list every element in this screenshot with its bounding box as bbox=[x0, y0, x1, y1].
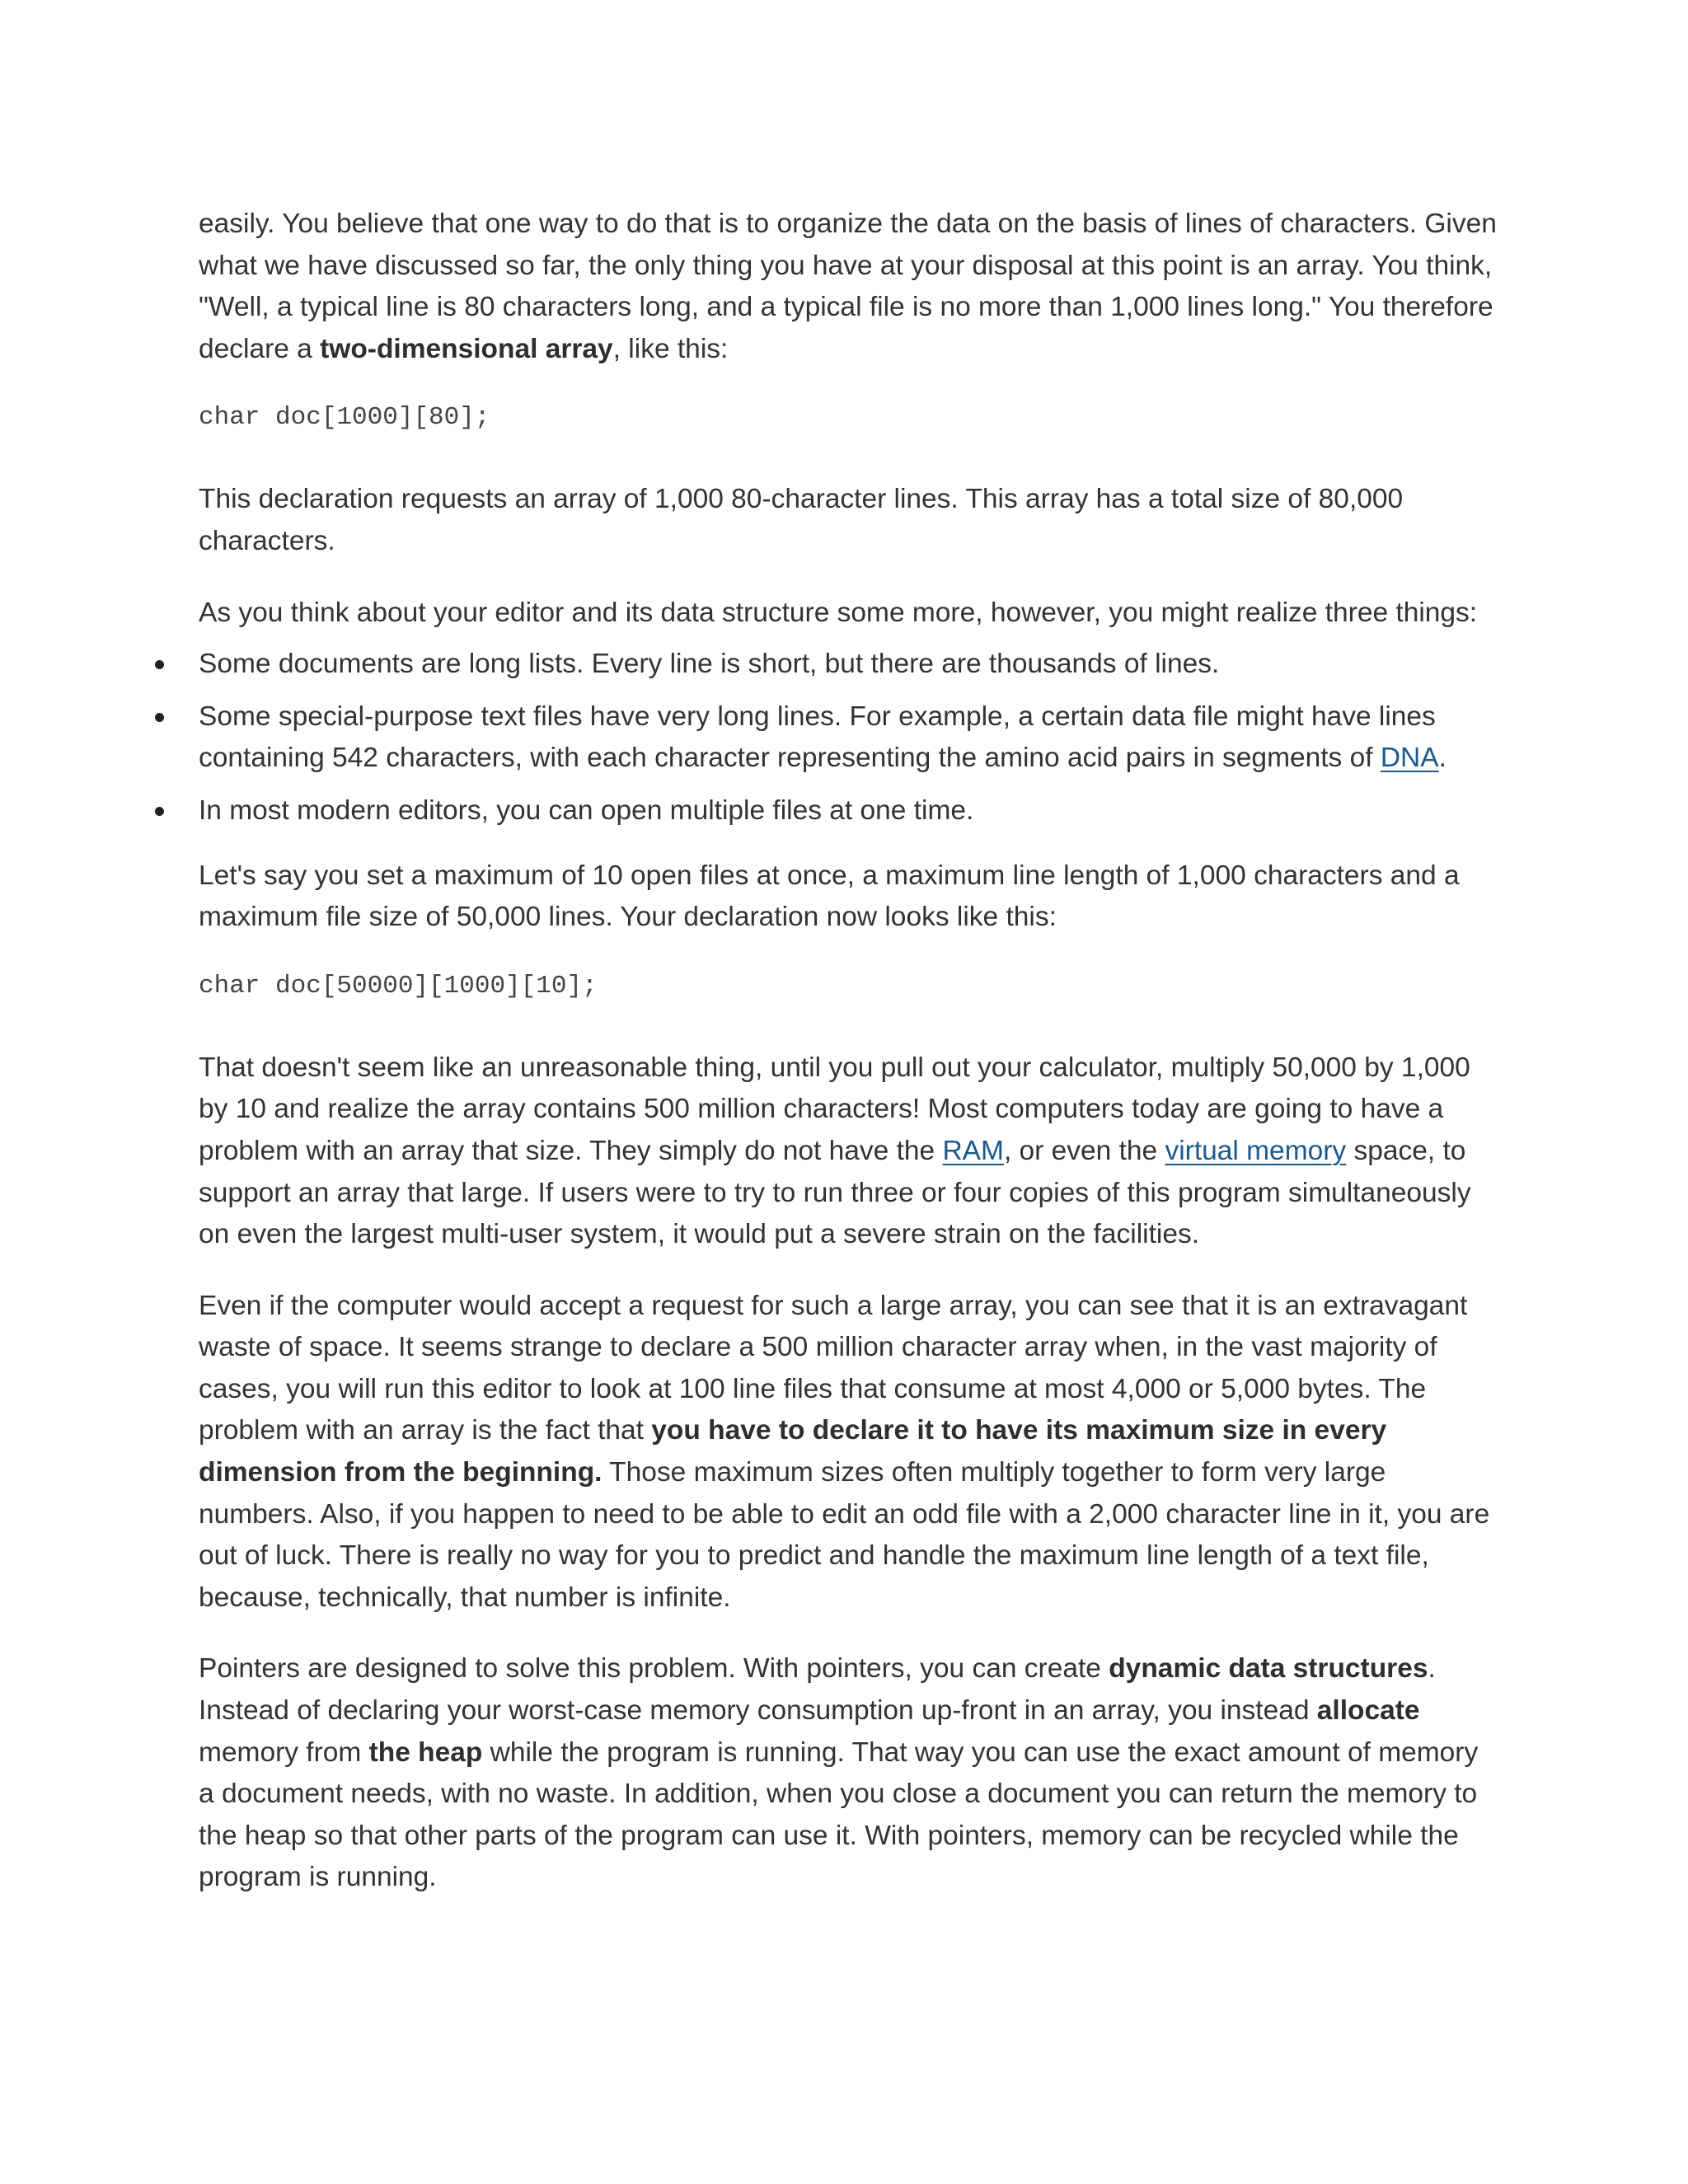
code-declaration-2d: char doc[1000][80]; bbox=[199, 403, 490, 433]
document-page bbox=[199, 204, 1501, 1929]
bullet-icon bbox=[155, 660, 164, 669]
term-the-heap: the heap bbox=[368, 1736, 483, 1768]
emphasis-maximum-size: you have to declare it to have its maximum size in every dimension from the beginning. bbox=[199, 1415, 1387, 1488]
paragraph-intro: easily. You believe that one way to do that is to organize the data on the basis of lines of characters. Given what we have discussed so far, the only thing you have at your disposal at this point is an array. You think, "Well, a typical line is 80 characters long, and a typical file is no more than 1,000 lines long." You therefore declare a two-dimensional array, like this: bbox=[199, 209, 1497, 364]
bullet-icon bbox=[155, 807, 164, 816]
paragraph-calculator: That doesn't seem like an unreasonable thing, until you pull out your calculator, multiply 50,000 by 1,000 by 10 and realize the array contains 500 million characters! Most computers today are going to have a problem with an array that size. They simply do not have the RAM, or even the virtual memory space, to support an array that large. If users were to try to run three or four copies of this program simultaneously on even the largest multi-user system, it would put a severe strain on the facilities. bbox=[199, 1052, 1471, 1250]
list-item: Some documents are long lists. Every line is short, but there are thousands of lines. bbox=[199, 644, 1501, 686]
dna-link[interactable]: DNA bbox=[1380, 743, 1439, 774]
term-two-dimensional-array: two-dimensional array bbox=[320, 333, 613, 364]
paragraph-declaration-size: This declaration requests an array of 1,000 80-character lines. This array has a total size of 80,000 characters. bbox=[199, 484, 1404, 556]
paragraph-pointers: Pointers are designed to solve this problem. With pointers, you can create dynamic data structures. Instead of declaring your worst-case memory consumption up-front in an array, you instead allocate memory from the heap while the program is running. That way you can use the exact amount of memory a document needs, with no waste. In addition, when you close a document you can return the memory to the heap so that other parts of the program can use it. With pointers, memory can be recycled while the program is running. bbox=[199, 1653, 1479, 1893]
list-item: Some special-purpose text files have very long lines. For example, a certain data file might have lines containing 542 characters, with each character representing the amino acid pairs in segments of DNA. bbox=[199, 696, 1501, 780]
virtual-memory-link[interactable]: virtual memory bbox=[1165, 1135, 1347, 1166]
bullet-list bbox=[199, 644, 1501, 832]
paragraph-maximums: Let's say you set a maximum of 10 open files at once, a maximum line length of 1,000 characters and a maximum file size of 50,000 lines. Your declaration now looks like this: bbox=[199, 860, 1460, 933]
bullet-icon bbox=[155, 713, 164, 722]
term-dynamic-data-structures: dynamic data structures bbox=[1109, 1653, 1428, 1685]
code-declaration-3d: char doc[50000][1000][10]; bbox=[199, 971, 598, 1001]
ram-link[interactable]: RAM bbox=[942, 1135, 1004, 1166]
paragraph-three-things: As you think about your editor and its data structure some more, however, you might realize three things: bbox=[199, 597, 1478, 628]
list-item: In most modern editors, you can open multiple files at one time. bbox=[199, 790, 1501, 832]
term-allocate: allocate bbox=[1316, 1695, 1420, 1727]
paragraph-waste-of-space: Even if the computer would accept a request for such a large array, you can see that it is an extravagant waste of space. It seems strange to declare a 500 million character array when, in the vast majority of cases, you will run this editor to look at 100 line files that consume at most 4,000 or 5,000 bytes. The problem with an array is the fact that you have to declare it to have its maximum size in every dimension from the beginning. Those maximum sizes often multiply together to form very large numbers. Also, if you happen to need to be able to edit an odd file with a 2,000 character line in it, you are out of luck. There is really no way for you to predict and handle the maximum line length of a text file, because, technically, that number is infinite. bbox=[199, 1290, 1490, 1613]
